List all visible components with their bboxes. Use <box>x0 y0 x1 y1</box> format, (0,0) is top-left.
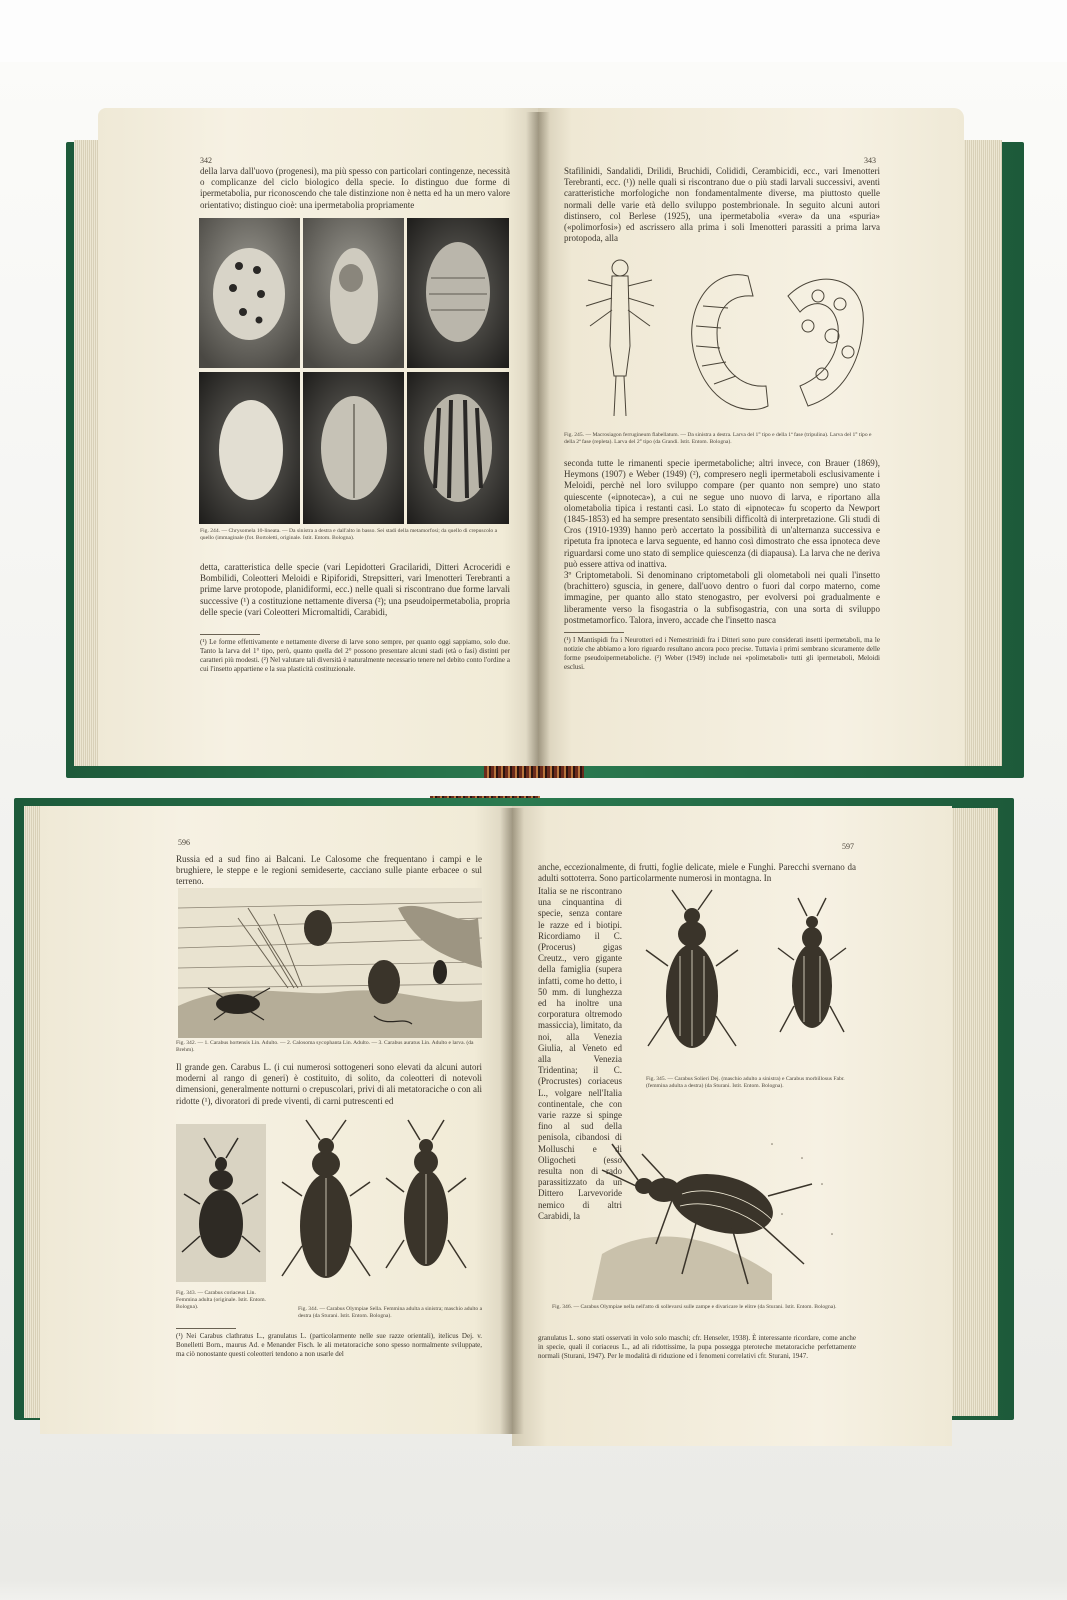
footnote-rule <box>564 632 624 633</box>
figure-346-caption: Fig. 346. — Carabus Olympiae nella nell'atto di sollevarsi sulle zampe e divaricare le elitre (da Sturani. Istit. Entom. Bologna). <box>552 1304 837 1310</box>
footnotes: granulatus L. sono stati osservati in volo solo maschi; cfr. Henseler, 1938). È interessante ricordare, come anche in specie, quali il coriaceus L., ad ali ridottissime, la pupa possegga pterotеche metatoraciche perfettamente normali (Sturani, 1947). Per le modalità di riduzione ed i fenomeni correlativi cfr. Sturani, 1947. <box>538 1334 856 1360</box>
footnote-rule <box>200 634 260 635</box>
body-text: seconda tutte le rimanenti specie ipermetaboliche; altri invece, con Brauer (1869), Heymons (1907) e Weber (1949) (²), compresero negli ipermetaboli esclusivamente i Meloidi, perchè nel loro sviluppo compare (per quanto non sempre) uno stato quiescente («ipnoteca»), a cui ne segue uno nuovo di larva, e riportano alla olometabolia tipica i restanti casi. Lo stato di «ipnoteca» fu scoperto da Newport (1845-1853) ed ha sempre presentato sensibili difficoltà di interpretazione. Gli studi di Cros (1910-1939) hanno però accertato la possibilità di un'alternanza successiva e ripetuta fra ipnoteca e larva seguente, ed hanno così dimostrato che essa ipnoteca deve riguardarsi come uno stato di semplice quiescenza (di diapausa). La larva che ne deriva può essere attiva od inattiva. <box>564 458 880 569</box>
page-number: 343 <box>864 156 876 165</box>
figure-343-photo <box>176 1124 266 1282</box>
figure-342-engraving <box>178 888 482 1038</box>
page-343 <box>538 108 964 766</box>
page-number: 596 <box>178 838 190 847</box>
page-number: 342 <box>200 156 212 165</box>
page-block-right-bottom <box>944 808 998 1416</box>
figure-343-caption: Fig. 343. — Carabus coriaceus Lin. Femmina adulta (originale. Istit. Entom. Bologna). <box>176 1290 266 1310</box>
gutter-bottom <box>500 808 524 1434</box>
intro-text: della larva dall'uovo (progenesi), ma più spesso con particolari contingenze, necessità o complicanze del ciclo biologico della specie. Io distinguo due forme di ipermetabolia, pur riconoscendo che tale distinzione non è netta ed ha un mero valore orientativo; distinguo cioè: una ipermetabolia propriamente <box>200 166 510 210</box>
page-596 <box>40 806 512 1434</box>
book-headband-top <box>484 766 584 778</box>
footnotes: (¹) Nei Carabus clathratus L., granulatus L. (particolarmente nelle sue razze orientali), itelicus Dej. v. Bonelletti Born., maurus Ad. e Menander Fisch. le ali metatoraciche sono spesso normalmente sviluppate, ma ciò nonostante questi coleotteri tendono a non usarle del <box>176 1332 482 1358</box>
page-597 <box>512 806 952 1446</box>
body-text: Il grande gen. Carabus L. (i cui numerosi sottogeneri sono elevati da alcuni autori moderni al rango di generi) è costituito, di solito, da coleotteri di notevoli dimensioni, generalmente notturni o crepuscolari, privi di ali metatoraciche o con ali ridotte (¹), divoratori di prede viventi, di carni putrescenti ed <box>176 1062 482 1106</box>
figure-244-photo-grid <box>199 218 509 524</box>
figure-344-drawing <box>276 1116 482 1302</box>
intro-text: Stafilinidi, Sandalidi, Drilidi, Bruchidi, Colididi, Cerambicidi, ecc., vari Imenotteri Terebranti, ecc. (¹)) nelle quali si riscontrano due o più stadi larvali successivi, aventi caratteristiche morfologiche non fondamentalmente diverse, ma piuttosto quelle normali delle varie età dello sviluppo postembrionale. In seguito alcuni autori distinsero, col Berlese (1925), una ipermetabolia «vera» da una «spuria» («polimorfosi») ed ascrissero alla prima i soli Imenotteri parassiti a prima larva protopoda, alla <box>564 166 880 244</box>
figure-245-larva-drawings <box>578 256 878 432</box>
gutter-top <box>526 112 550 766</box>
figure-244-caption: Fig. 244. — Chrysomela 10-lineata. — Da sinistra a destra e dall'alto in basso. Sei stadi della metamorfosi; da quello di crepuscolo a quello (immaginale (fot. Bortoletti, originale. Istit. Entom. Bologna). <box>200 528 498 541</box>
footnotes: (¹) Le forme effettivamente e nettamente diverse di larve sono sempre, per quanto oggi sappiamo, solo due. Tanto la larva del 1° tipo, però, quanto quella del 2° possono presentare alcuni stadi (età o fasi) distinti per caratteri più modesti. (²) Nel valutare tali diversità è naturalmente necessario tenere nel debito conto l'ordine a cui l'insetto appartiene e la sua plasticità costituzionale. <box>200 638 510 673</box>
footnotes: (¹) I Mantispidi fra i Neurotteri ed i Nemestrinidi fra i Ditteri sono pure considerati insetti ipermetaboli, ma le notizie che abbiamo a loro riguardo resultano ancora poco precise. Tuttavia i primi sembrano sicuramente delle forme pseudoipermetaboliche. (²) Weber (1949) include nei «polimetaboli» tutti gli ipermetaboli, Meloidi esclusi. <box>564 636 880 671</box>
figure-342-caption: Fig. 342. — 1. Carabus hortensis Lin. Adulto. — 2. Calosoma sycophanta Lin. Adulto. — 3. Carabus auratus Lin. Adulto e larva. (da Brehm). <box>176 1040 474 1053</box>
figure-346-drawing <box>572 1124 852 1300</box>
figure-245-caption: Fig. 245. — Macrosiagon ferrugineum flabellatum. — Da sinistra a destra. Larva del 1° tipo e della 1ª fase (tripulina). Larva del 1° tipo e della 2ª fase (repleta). Larva del 2° tipo (da Grandi. Istit. Entom. Bologna). <box>564 432 872 445</box>
figure-345-drawing <box>632 886 858 1066</box>
intro-text: anche, eccezionalmente, di frutti, foglie delicate, miele e Funghi. Parecchi svernano da adulti sottoterra. Sono particolarmente numerosi in montagna. In <box>538 862 856 884</box>
intro-text: Russia ed a sud fino ai Balcani. Le Calosome che frequentano i campi e le brughiere, le steppe e le regioni semidesertе, cacciano sulle piante erbacee o sul terreno. <box>176 854 482 887</box>
section-text: 3º Criptometaboli. Si denominano criptometaboli gli olometaboli nei quali l'insetto (brachittero) sguscia, in genere, dall'uovo dentro o fuori dal corpo materno, come immagine, per quanto allo stato stenogastro, per evolversi poi gradualmente e liberamente verso la fisogastria o la subfisogastria, con una sorta di sviluppo postmetamorfico. Talora, invero, accade che l'insetto nasca <box>564 570 880 625</box>
body-text: detta, caratteristica delle specie (vari Lepidotteri Gracilaridi, Ditteri Acroceridi e Bombilidi, Coleotteri Meloidi e Ripiforidi, Strepsitteri, vari Imenotteri Terebranti a prime larve protopode, planidiformi, ecc.) nelle quali si riscontrano due forme larvali successive (¹) a costituzione nettamente diversa (²); una pseudoipermetabolia, propria delle specie (vari Coleotteri Micromaltidi, Carabidi, <box>200 562 510 617</box>
column-text: Italia se ne riscontrano una cinquantina di specie, senza contare le razze ed i biotipi. Ricordiamo il C. (Procerus) gigas Creutz., vero gigante della famiglia (supera infatti, come ho detto, i 50 mm. di lunghezza ed ha inoltre una corporatura oltremodo massiccia), limitato, da noi, alla Venezia Giulia, al Veneto ed alla Venezia Tridentina; il C. (Procrustes) coriaceus L., volgare nell'Italia continentale, che con varie razze si spinge fino al sud della penisola, cibandosi di Molluschi e di Oligocheti (esso resulta non di rado parassitizzato da un Dittero Larvevoride nemico di altri Carabidi, la <box>538 886 622 1221</box>
figure-344-caption: Fig. 344. — Carabus Olympiae Sella. Femmina adulta a sinistra; maschio adulto a destra (da Sturani. Istit. Entom. Bologna). <box>298 1306 483 1319</box>
backdrop-top <box>0 0 1067 62</box>
figure-345-caption: Fig. 345. — Carabus Solieri Dej. (maschio adulto a sinistra) e Carabus morbillosus Fabr. (femmina adulta a destra) (da Sturani. Istit. Entom. Bologna). <box>646 1076 845 1089</box>
page-342 <box>98 108 538 766</box>
page-block-right-top <box>962 140 1002 766</box>
page-number: 597 <box>842 842 854 851</box>
footnote-rule <box>176 1328 236 1329</box>
